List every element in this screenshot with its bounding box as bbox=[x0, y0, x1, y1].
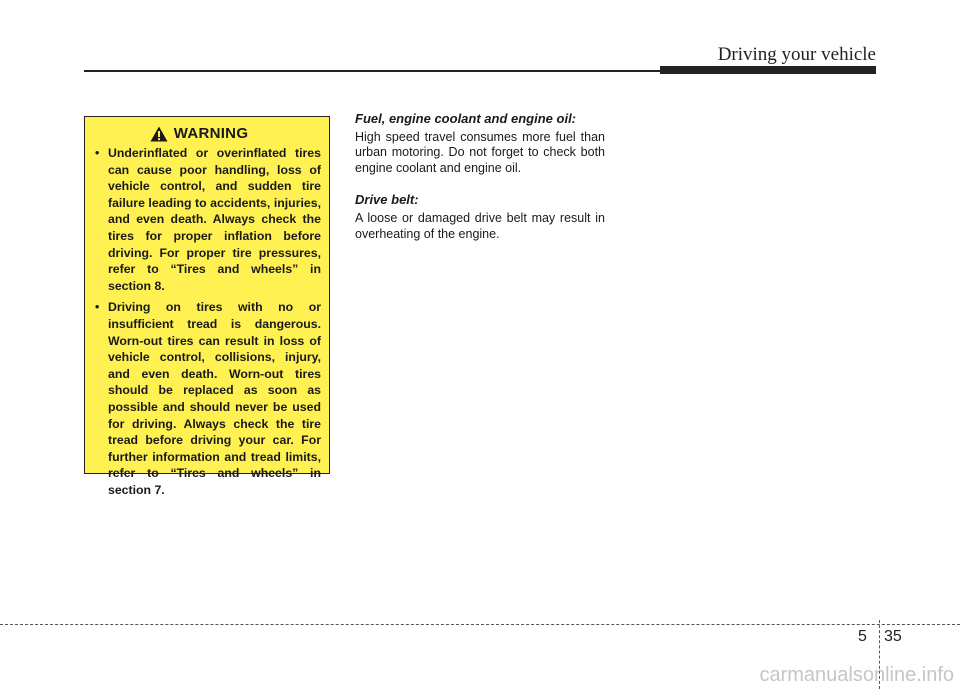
footer-dashed-rule bbox=[0, 624, 960, 625]
section-text-fuel: High speed travel consumes more fuel than urban motoring. Do not forget to check both engine coolant and engine oil. bbox=[355, 130, 605, 175]
header-section-title: Driving your vehicle bbox=[717, 44, 876, 65]
page-chapter-number: 5 bbox=[858, 628, 867, 645]
warning-item: • Underinflated or overinflated tires can cause poor handling, loss of vehicle control, and sudden tire failure leading to accidents, injuries, and even death. Always check the tires for proper inflation before driving. For proper tire pressures, refer to “Tires and wheels” in section 8. bbox=[93, 145, 321, 294]
warning-item: • Driving on tires with no or insufficient tread is dangerous. Worn-out tires can result in loss of vehicle control, collisions, injury, and even death. Worn-out tires should be replaced as soon as possible and should never be used for driving. Always check the tire tread before driving your car. For further information and tread limits, refer to “Tires and wheels” in section 7. bbox=[93, 299, 321, 498]
warning-title: WARNING bbox=[173, 125, 249, 142]
warning-box bbox=[84, 116, 330, 497]
watermark: carmanualsonline.info bbox=[759, 664, 954, 686]
header-rule-thick bbox=[660, 66, 876, 74]
warning-list bbox=[93, 145, 321, 498]
header-rule-thin bbox=[84, 70, 664, 72]
page-number: 35 bbox=[884, 628, 902, 645]
section-text-drive-belt: A loose or damaged drive belt may result in overheating of the engine. bbox=[355, 211, 605, 241]
warning-triangle-icon bbox=[150, 126, 168, 142]
section-heading-fuel: Fuel, engine coolant and engine oil: bbox=[355, 111, 577, 126]
warning-header bbox=[77, 125, 321, 142]
right-column bbox=[355, 111, 605, 258]
section-heading-drive-belt: Drive belt: bbox=[355, 192, 419, 208]
